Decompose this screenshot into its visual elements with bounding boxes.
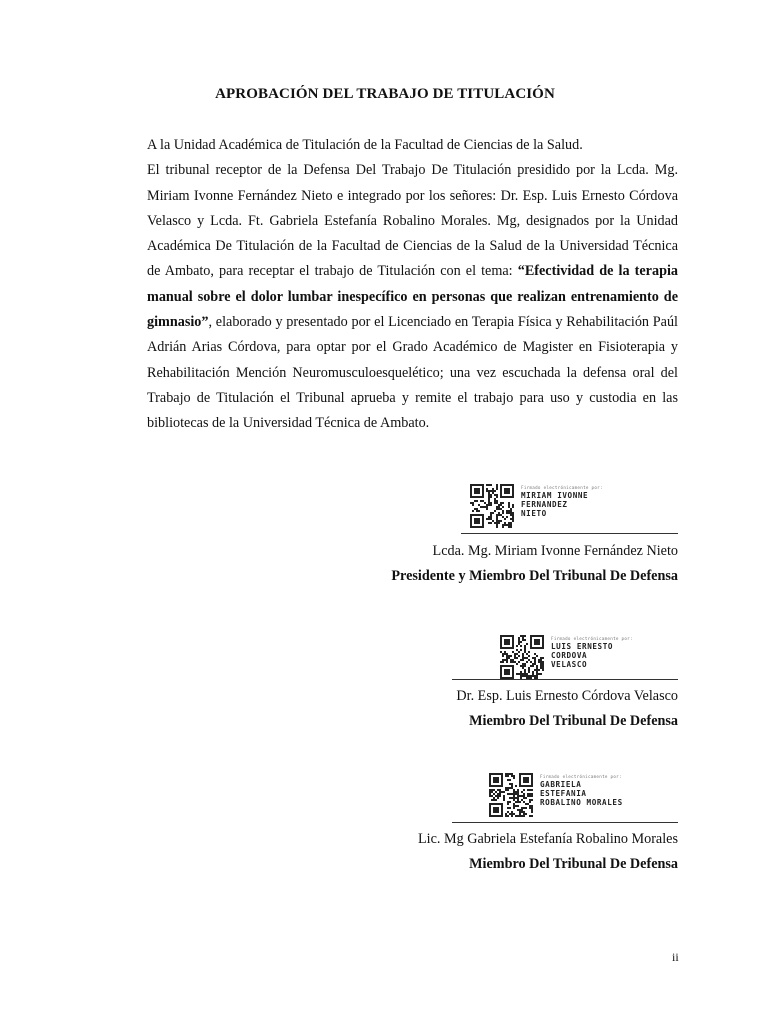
signer-role: Miembro Del Tribunal De Defensa <box>469 713 678 729</box>
signature-line <box>452 679 678 680</box>
signer-name: Lcda. Mg. Miriam Ivonne Fernández Nieto <box>432 543 678 559</box>
signer-role: Miembro Del Tribunal De Defensa <box>469 856 678 872</box>
signature-line <box>461 533 678 534</box>
signature-stamp-1 <box>470 484 603 528</box>
signer-name: Dr. Esp. Luis Ernesto Córdova Velasco <box>456 688 678 704</box>
approval-text-start: El tribunal receptor de la Defensa Del Trabajo De Titulación presidido por la Lcda. Mg. Miriam Ivonne Fernández Nieto e integrado por los señores: Dr. Esp. Luis Ernesto Córdova Velasco y Lcda. Ft. Gabriela Estefanía Robalino Morales. Mg, designados por la Unidad Académica De Titulación de la Facultad de Ciencias de la Salud de la Universidad Técnica de Ambato, para receptar el trabajo de Titulación con el tema: <box>147 162 678 280</box>
signature-line <box>452 822 678 823</box>
qr-code-icon <box>470 484 516 528</box>
signature-stamp-2 <box>500 635 633 679</box>
signer-name: Lic. Mg Gabriela Estefanía Robalino Morales <box>417 831 678 847</box>
approval-text-end: , elaborado y presentado por el Licenciado en Terapia Física y Rehabilitación Paúl Adrián Arias Córdova, para optar por el Grado Académico de Magister en Fisioterapia y Rehabilitación Mención Neuromusculoesquelético; una vez escuchada la defensa oral del Trabajo de Titulación el Tribunal aprueba y remite el trabajo para uso y custodia en las bibliotecas de la Universidad Técnica de Ambato. <box>147 314 678 432</box>
document-title: APROBACIÓN DEL TRABAJO DE TITULACIÓN <box>215 86 555 102</box>
stamp-signer-name: GABRIELA ESTEFANIA ROBALINO MORALES <box>540 780 623 807</box>
signature-stamp-3 <box>489 773 623 817</box>
signer-role: Presidente y Miembro Del Tribunal De Defensa <box>391 568 678 584</box>
approval-paragraph <box>147 158 678 436</box>
stamp-caption: Firmado electrónicamente por: <box>540 774 622 779</box>
stamp-caption: Firmado electrónicamente por: <box>521 485 603 490</box>
qr-code-icon <box>489 773 535 817</box>
qr-code-icon <box>500 635 546 679</box>
page-number: ii <box>672 950 679 964</box>
thesis-title: “Efectividad de la terapia manual sobre el dolor lumbar inespecífico en personas que realizan entrenamiento de gimnasio” <box>147 263 678 331</box>
stamp-caption: Firmado electrónicamente por: <box>551 636 633 641</box>
stamp-signer-name: LUIS ERNESTO CORDOVA VELASCO <box>551 642 614 669</box>
approval-body <box>147 133 678 437</box>
stamp-signer-name: MIRIAM IVONNE FERNANDEZ NIETO <box>521 491 589 518</box>
addressee-paragraph: A la Unidad Académica de Titulación de la Facultad de Ciencias de la Salud. <box>147 137 583 153</box>
